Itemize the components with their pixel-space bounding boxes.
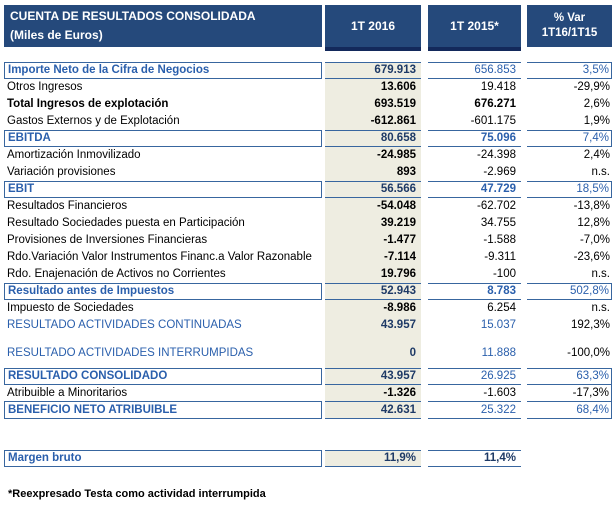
table-row-resultados-financieros (4, 198, 613, 215)
row-label: Gastos Externos y de Explotación (7, 115, 180, 127)
value-1t2015: 75.096 (428, 130, 521, 147)
table-row-beneficio-neto (4, 402, 613, 419)
section-spacer (4, 419, 613, 450)
table-row-resultado-antes-impuestos (4, 283, 613, 300)
value-pct-var: n.s. (591, 166, 610, 178)
row-label: Atribuible a Minoritarios (4, 385, 322, 402)
value-1t2015: 15.037 (480, 319, 516, 331)
value-1t2016: 43.957 (325, 368, 421, 385)
table-row-enajenacion-activos (4, 266, 613, 283)
row-label: EBIT (4, 181, 322, 198)
value-1t2015: -100 (492, 268, 516, 280)
value-1t2016: -54.048 (325, 198, 421, 215)
value-1t2015: 19.418 (480, 81, 516, 93)
value-1t2016: 56.566 (325, 181, 421, 198)
table-row-margen-bruto (4, 450, 613, 467)
row-label: Amortización Inmovilizado (7, 149, 141, 161)
value-1t2015: -1.588 (483, 234, 516, 246)
value-1t2016: 693.519 (325, 96, 421, 113)
value-pct-var: 68,4% (527, 402, 612, 419)
table-row-variacion-provisiones (4, 164, 613, 181)
value-1t2015: 6.254 (487, 302, 516, 314)
row-label: Provisiones de Inversiones Financieras (7, 234, 208, 246)
table-row-sociedades-participacion (4, 215, 613, 232)
col-header-pct-var (527, 5, 612, 47)
row-label: Total Ingresos de explotación (7, 98, 169, 110)
value-1t2015: -1.603 (428, 385, 521, 402)
value-pct-var: -13,8% (573, 200, 610, 212)
value-1t2015: 34.755 (480, 217, 516, 229)
value-pct-var: 18,5% (527, 181, 612, 198)
value-1t2016: 0 (325, 345, 421, 362)
row-label: Importe Neto de la Cifra de Negocios (4, 62, 322, 79)
row-label: EBITDA (4, 130, 322, 147)
col-header-1t2015: 1T 2015* (428, 5, 521, 51)
value-1t2016: 39.219 (325, 215, 421, 232)
table-row-amortizacion (4, 147, 613, 164)
value-pct-var: 3,5% (527, 62, 612, 79)
table-header (4, 5, 613, 51)
value-1t2015: -2.969 (483, 166, 516, 178)
value-pct-var: -100,0% (567, 347, 610, 359)
value-1t2015: 656.853 (428, 62, 521, 79)
value-pct-var: -23,6% (573, 251, 610, 263)
value-1t2015: 26.925 (428, 368, 521, 385)
row-label: Resultado Sociedades puesta en Participación (7, 217, 245, 229)
row-label: Rdo. Enajenación de Activos no Corrientes (7, 268, 226, 280)
row-label: Resultado antes de Impuestos (4, 283, 322, 300)
value-pct-var: 63,3% (527, 368, 612, 385)
value-1t2016: 13.606 (325, 79, 421, 96)
value-1t2016: 52.943 (325, 283, 421, 300)
table-row-ebit (4, 181, 613, 198)
table-row-impuesto-sociedades (4, 300, 613, 317)
header-spacer (4, 51, 613, 62)
value-1t2016: -1.477 (325, 232, 421, 249)
col-header-1t2016: 1T 2016 (325, 5, 421, 51)
value-1t2015: 47.729 (428, 181, 521, 198)
value-1t2015: 11.888 (481, 347, 516, 359)
value-pct-var: 502,8% (527, 283, 612, 300)
value-1t2015: 11,4% (428, 450, 521, 467)
value-1t2015: -62.702 (476, 200, 516, 212)
col-header-pct-var-line1: % Var (553, 12, 586, 24)
row-label: Variación provisiones (7, 166, 116, 178)
table-row-atribuible-minoritarios (4, 385, 613, 402)
table-row-otros-ingresos (4, 79, 613, 96)
value-1t2016: -612.861 (325, 113, 421, 130)
value-pct-var: -29,9% (573, 81, 610, 93)
spacer-row (4, 334, 613, 345)
table-row-variacion-valor-instrumentos (4, 249, 613, 266)
value-pct-var: 12,8% (577, 217, 610, 229)
table-row-gastos-externos (4, 113, 613, 130)
table-row-resultado-consolidado (4, 368, 613, 385)
table-row-importe-neto (4, 62, 613, 79)
table-row-provisiones-inversiones (4, 232, 613, 249)
value-1t2015: 25.322 (428, 402, 521, 419)
row-label: RESULTADO ACTIVIDADES CONTINUADAS (7, 319, 242, 331)
value-1t2016: -8.986 (325, 300, 421, 317)
value-1t2016: 19.796 (325, 266, 421, 283)
value-1t2016: 43.957 (325, 317, 421, 334)
row-label: RESULTADO CONSOLIDADO (4, 368, 322, 385)
value-pct-var: 2,6% (583, 98, 610, 110)
header-title-line2: (Miles de Euros) (10, 28, 103, 42)
row-label: Rdo.Variación Valor Instrumentos Financ.a Valor Razonable (7, 251, 312, 263)
footnote: *Reexpresado Testa como actividad interrumpida (8, 488, 266, 500)
value-pct-var: 1,9% (583, 115, 610, 127)
value-1t2015: -24.398 (476, 149, 516, 161)
value-1t2016: 80.658 (325, 130, 421, 147)
table-row-actividades-continuadas (4, 317, 613, 334)
value-1t2015: -601.175 (470, 115, 516, 127)
table-row-ebitda (4, 130, 613, 147)
value-1t2016: 893 (325, 164, 421, 181)
row-label: Resultados Financieros (7, 200, 128, 212)
value-pct-var: -7,0% (579, 234, 610, 246)
row-label: BENEFICIO NETO ATRIBUIBLE (4, 402, 322, 419)
row-label: RESULTADO ACTIVIDADES INTERRUMPIDAS (7, 347, 254, 359)
col-header-pct-var-line2: 1T16/1T15 (541, 27, 598, 39)
value-1t2015: -9.311 (484, 251, 516, 263)
value-1t2016: -7.114 (325, 249, 421, 266)
header-title-line1: CUENTA DE RESULTADOS CONSOLIDADA (10, 9, 256, 23)
row-label: Margen bruto (4, 450, 322, 467)
value-1t2015: 676.271 (474, 98, 516, 110)
value-1t2015: 8.783 (428, 283, 521, 300)
row-label: Otros Ingresos (7, 81, 83, 93)
value-pct-var: n.s. (591, 302, 610, 314)
value-1t2016: -1.326 (325, 385, 421, 402)
value-pct-var: 2,4% (583, 149, 610, 161)
table-row-total-ingresos (4, 96, 613, 113)
row-label: Impuesto de Sociedades (7, 302, 134, 314)
value-pct-var: -17,3% (527, 385, 612, 402)
value-pct-var: 192,3% (570, 319, 610, 331)
value-1t2016: 42.631 (325, 402, 421, 419)
value-1t2016: 11,9% (325, 450, 421, 467)
value-pct-var: 7,4% (527, 130, 612, 147)
table-row-actividades-interrumpidas (4, 345, 613, 362)
value-pct-var: n.s. (591, 268, 610, 280)
value-1t2016: 679.913 (325, 62, 421, 79)
header-title-block (4, 5, 322, 47)
value-1t2016: -24.985 (325, 147, 421, 164)
